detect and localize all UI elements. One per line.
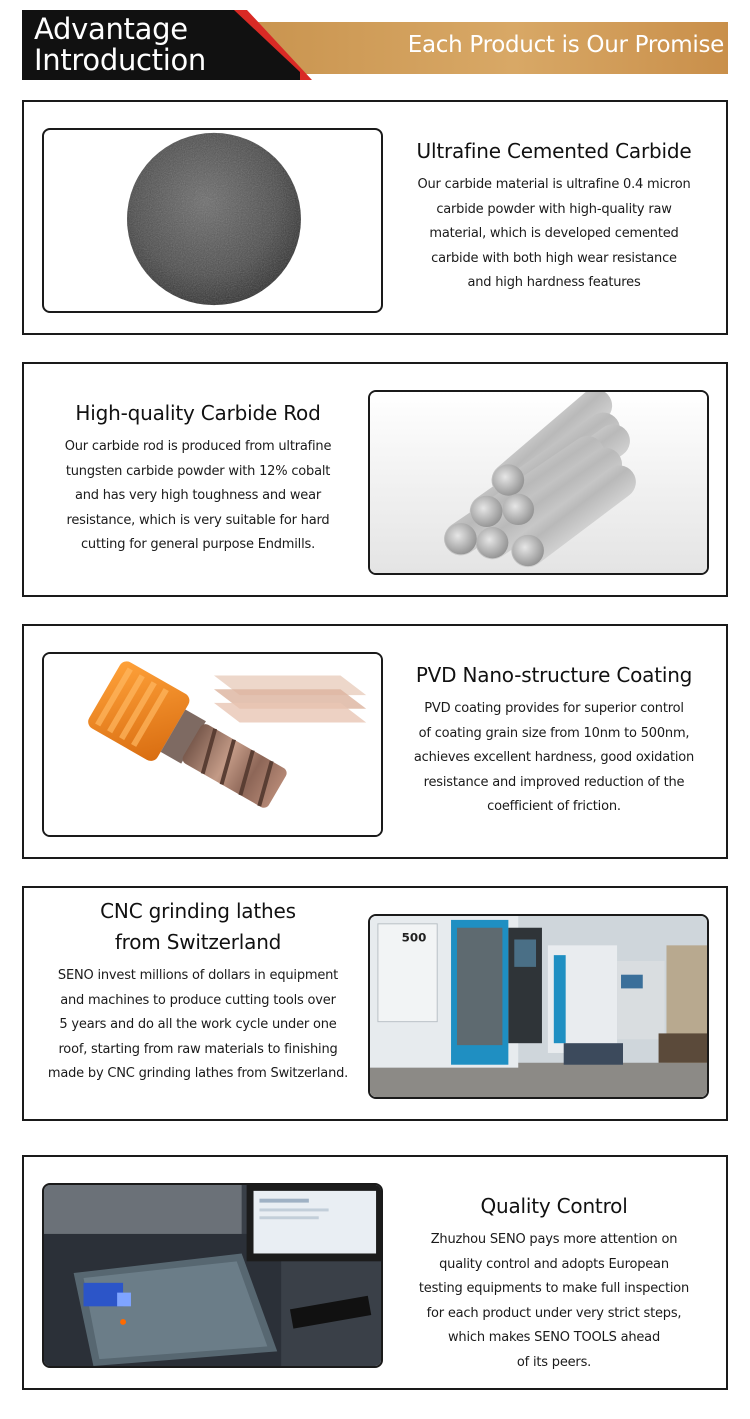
feature-title	[32, 896, 364, 958]
feature-body-line: and has very high toughness and wear	[74, 488, 322, 503]
feature-body-line: coefficient of friction.	[487, 799, 621, 814]
feature-body-line: carbide powder with high-quality raw	[436, 201, 672, 217]
feature-body-line: of its peers.	[516, 1354, 592, 1370]
feature-body-line: of coating grain size from 10nm to 500nm,	[418, 725, 690, 741]
feature-body-line: resistance and improved reduction of the	[423, 774, 685, 790]
feature-title: High-quality Carbide Rod	[75, 401, 321, 425]
feature-body-line: Our carbide material is ultrafine 0.4 micron	[417, 177, 691, 192]
feature-text-coating	[388, 660, 720, 820]
banner-title	[34, 14, 206, 76]
feature-body	[388, 1228, 720, 1375]
feature-body-line: made by CNC grinding lathes from Switzerland.	[47, 1066, 349, 1081]
feature-text-carbide	[388, 136, 720, 296]
coated-endmill-icon	[42, 652, 383, 837]
feature-text-cnc	[32, 896, 364, 1087]
feature-body-line: roof, starting from raw materials to finishing	[58, 1041, 338, 1057]
feature-body-line: and machines to produce cutting tools over	[60, 992, 336, 1008]
feature-body-line: 5 years and do all the work cycle under one	[59, 1017, 337, 1032]
feature-title-line: CNC grinding lathes	[100, 899, 296, 923]
feature-card-quality	[22, 1155, 728, 1390]
feature-card-carbide	[22, 100, 728, 335]
feature-card-cnc	[22, 886, 728, 1121]
feature-body	[388, 697, 720, 820]
feature-text-quality	[388, 1191, 720, 1375]
feature-body-line: Zhuzhou SENO pays more attention on	[430, 1232, 678, 1247]
feature-body-line: carbide with both high wear resistance	[431, 250, 677, 266]
banner-title-line2: Introduction	[34, 43, 207, 77]
feature-body-line: material, which is developed cemented	[429, 226, 679, 241]
feature-title-line: from Switzerland	[114, 930, 282, 954]
feature-title: PVD Nano-structure Coating	[415, 663, 693, 687]
feature-body-line: which makes SENO TOOLS ahead	[447, 1330, 660, 1345]
inspection-machine-icon	[42, 1183, 383, 1368]
feature-body-line: Our carbide rod is produced from ultrafine	[64, 439, 332, 454]
feature-body	[388, 173, 720, 296]
carbide-rods-icon	[368, 390, 709, 575]
carbide-powder-icon	[42, 128, 383, 313]
feature-body	[32, 435, 364, 558]
feature-body-line: tungsten carbide powder with 12% cobalt	[65, 463, 331, 479]
feature-title: Ultrafine Cemented Carbide	[416, 139, 692, 163]
cnc-machines-icon	[368, 914, 709, 1099]
feature-body-line: testing equipments to make full inspection	[418, 1281, 690, 1296]
feature-body-line: resistance, which is very suitable for hard	[66, 512, 330, 528]
feature-body	[32, 964, 364, 1087]
feature-body-line: for each product under very strict steps,	[426, 1305, 682, 1321]
banner-title-line1: Advantage	[34, 12, 188, 46]
feature-body-line: cutting for general purpose Endmills.	[80, 537, 316, 552]
feature-title: Quality Control	[480, 1194, 628, 1218]
feature-body-line: PVD coating provides for superior control	[424, 701, 684, 716]
feature-body-line: quality control and adopts European	[439, 1256, 669, 1272]
feature-body-line: achieves excellent hardness, good oxidation	[413, 750, 695, 765]
banner-slogan: Each Product is Our Promise	[407, 32, 724, 58]
feature-body-line: SENO invest millions of dollars in equipment	[57, 968, 339, 983]
machine-label: 500	[401, 930, 427, 945]
feature-card-rod	[22, 362, 728, 597]
header-banner	[22, 10, 728, 80]
feature-body-line: and high hardness features	[467, 275, 641, 290]
feature-card-coating	[22, 624, 728, 859]
feature-text-rod	[32, 398, 364, 558]
